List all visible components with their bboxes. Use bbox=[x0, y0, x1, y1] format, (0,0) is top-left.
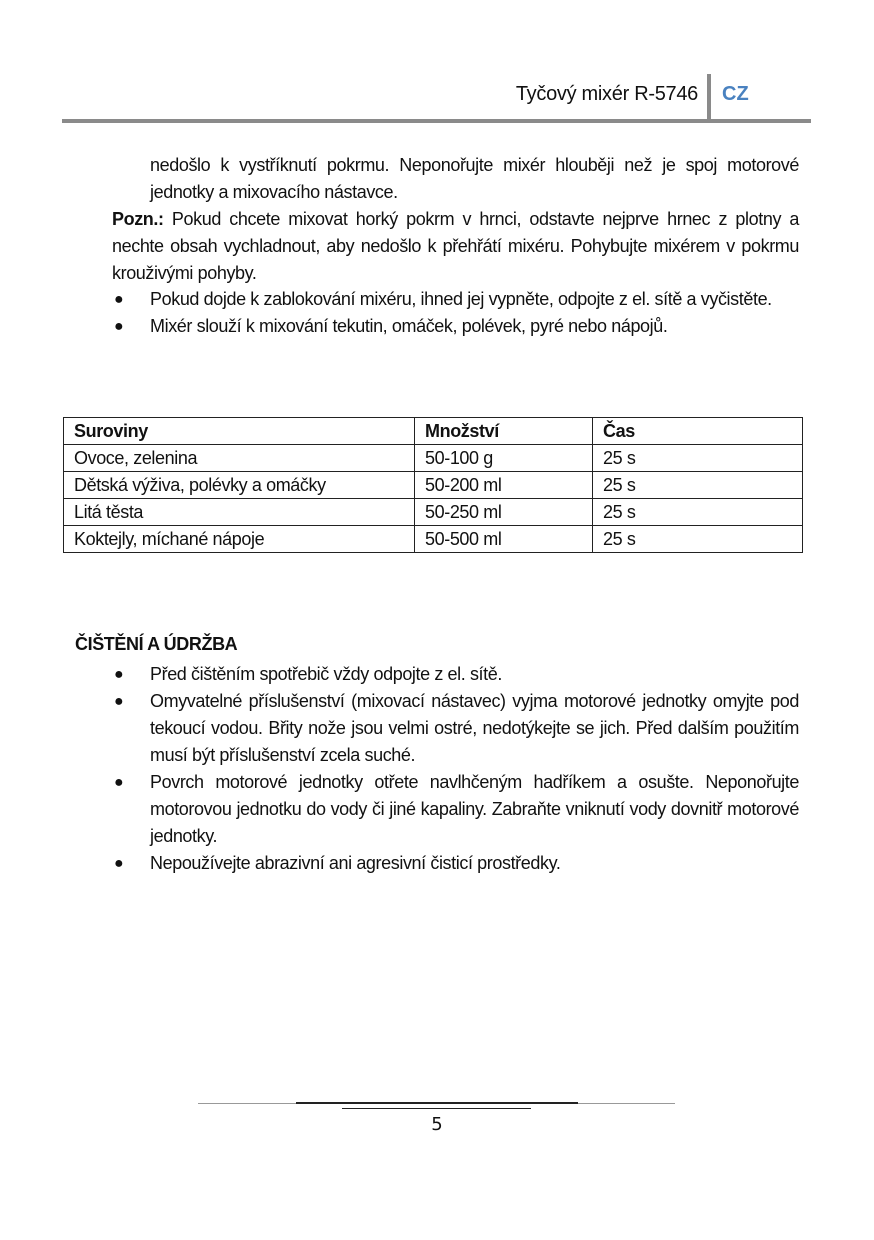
bullet-icon: ● bbox=[114, 666, 124, 683]
table-cell: 50-250 ml bbox=[415, 499, 593, 526]
table-cell: Koktejly, míchané nápoje bbox=[64, 526, 415, 553]
table-cell: 25 s bbox=[593, 472, 803, 499]
table-row bbox=[64, 499, 803, 526]
table-row bbox=[64, 526, 803, 553]
note-text: Pokud chcete mixovat horký pokrm v hrnci, odstavte nejprve hrnec z plotny a nechte obsah vychladnout, aby nedošlo k přehřátí mixéru. Pohybujte mixérem v pokrmu krouživými pohyby. bbox=[112, 209, 799, 283]
footer-rule bbox=[296, 1102, 578, 1104]
header-title: Tyčový mixér R-5746 bbox=[515, 83, 698, 105]
footer-rule bbox=[342, 1108, 531, 1109]
intro-bullet-list bbox=[112, 286, 799, 340]
note-paragraph bbox=[112, 206, 799, 287]
table-cell: 25 s bbox=[593, 499, 803, 526]
column-header: Suroviny bbox=[64, 418, 415, 445]
list-item bbox=[112, 286, 799, 313]
bullet-text: Nepoužívejte abrazivní ani agresivní čisticí prostředky. bbox=[150, 853, 561, 873]
quantity-table bbox=[63, 417, 803, 553]
table-row bbox=[64, 472, 803, 499]
table-row bbox=[64, 445, 803, 472]
language-code: CZ bbox=[722, 83, 749, 105]
table-cell: 25 s bbox=[593, 526, 803, 553]
page-number: 5 bbox=[431, 1114, 443, 1135]
bullet-icon: ● bbox=[114, 855, 124, 872]
table-cell: 25 s bbox=[593, 445, 803, 472]
column-header: Čas bbox=[593, 418, 803, 445]
bullet-text: Omyvatelné příslušenství (mixovací nástavec) vyjma motorové jednotky omyjte pod tekoucí vodou. Břity nože jsou velmi ostré, nedotýkejte se jich. Před dalším použitím musí být příslušenství zcela suché. bbox=[150, 691, 799, 765]
bullet-text: Pokud dojde k zablokování mixéru, ihned jej vypněte, odpojte z el. sítě a vyčistěte. bbox=[150, 289, 772, 309]
table-cell: 50-200 ml bbox=[415, 472, 593, 499]
section-heading-cleaning: ČIŠTĚNÍ A ÚDRŽBA bbox=[75, 634, 238, 654]
header-separator bbox=[707, 74, 711, 120]
list-item bbox=[112, 850, 799, 877]
table-cell: Ovoce, zelenina bbox=[64, 445, 415, 472]
table-cell: 50-100 g bbox=[415, 445, 593, 472]
cleaning-bullet-list bbox=[112, 661, 799, 877]
table-cell: Litá těsta bbox=[64, 499, 415, 526]
list-item bbox=[112, 769, 799, 850]
bullet-icon: ● bbox=[114, 774, 124, 791]
bullet-text: Povrch motorové jednotky otřete navlhčeným hadříkem a osušte. Neponořujte motorovou jednotku do vody či jiné kapaliny. Zabraňte vniknutí vody dovnitř motorové jednotky. bbox=[150, 772, 799, 846]
header-rule bbox=[62, 119, 811, 123]
list-item bbox=[112, 313, 799, 340]
list-item bbox=[112, 688, 799, 769]
table-cell: 50-500 ml bbox=[415, 526, 593, 553]
bullet-icon: ● bbox=[114, 318, 124, 335]
table-cell: Dětská výživa, polévky a omáčky bbox=[64, 472, 415, 499]
list-item bbox=[112, 661, 799, 688]
bullet-icon: ● bbox=[114, 693, 124, 710]
bullet-icon: ● bbox=[114, 291, 124, 308]
bullet-text: Mixér slouží k mixování tekutin, omáček, polévek, pyré nebo nápojů. bbox=[150, 316, 668, 336]
table-header-row bbox=[64, 418, 803, 445]
continuation-paragraph: nedošlo k vystříknutí pokrmu. Neponořujte mixér hlouběji než je spoj motorové jednotky a mixovacího nástavce. bbox=[150, 155, 799, 202]
note-label: Pozn.: bbox=[112, 209, 164, 229]
bullet-text: Před čištěním spotřebič vždy odpojte z el. sítě. bbox=[150, 664, 502, 684]
column-header: Množství bbox=[415, 418, 593, 445]
